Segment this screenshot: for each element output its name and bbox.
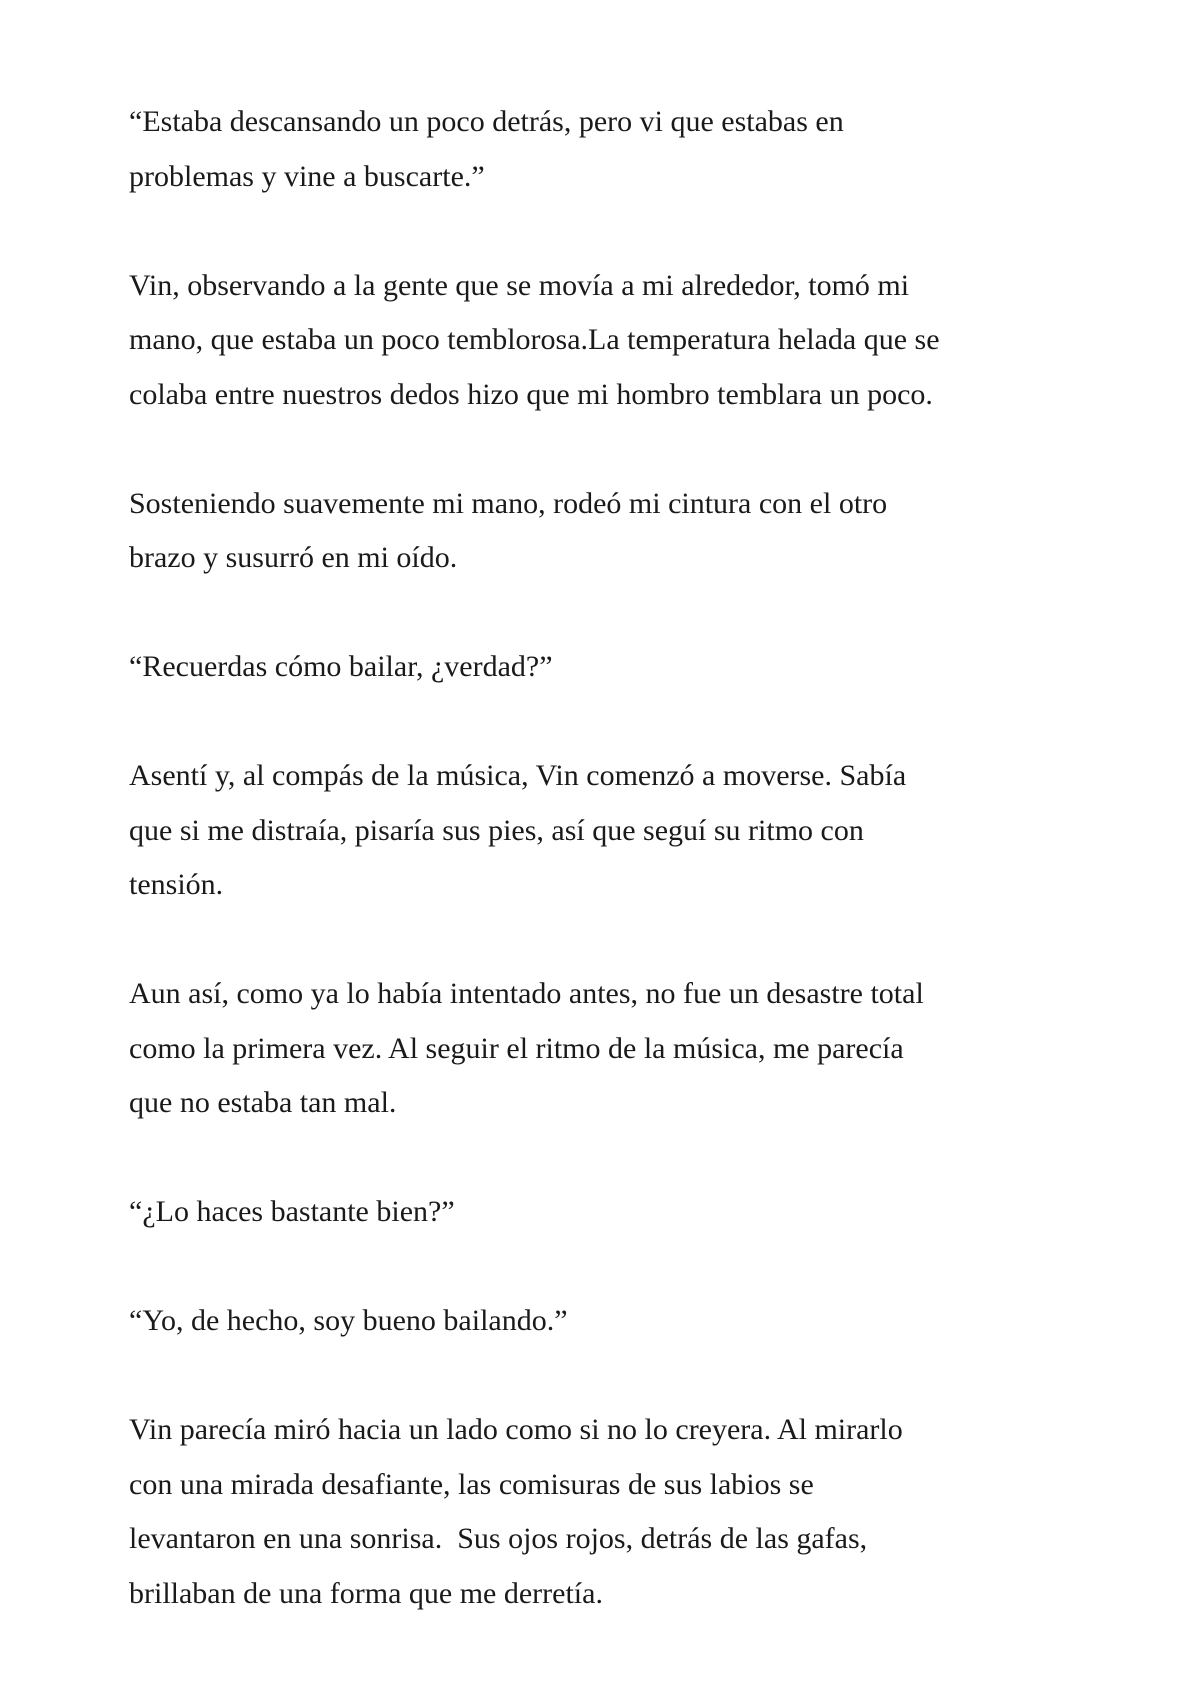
document-body <box>129 95 1129 1676</box>
paragraph <box>129 259 1129 423</box>
text-line: como la primera vez. Al seguir el ritmo de la música, me parecía <box>129 1031 904 1065</box>
text-line: problemas y vine a buscarte.” <box>129 159 485 193</box>
text-line: brillaban de una forma que me derretía. <box>129 1576 603 1610</box>
text-line: “Estaba descansando un poco detrás, pero vi que estabas en <box>129 105 844 138</box>
text-line: “Yo, de hecho, soy bueno bailando.” <box>129 1304 568 1337</box>
text-line: Vin parecía miró hacia un lado como si no lo creyera. Al mirarlo <box>129 1413 903 1446</box>
text-line: Asentí y, al compás de la música, Vin comenzó a moverse. Sabía <box>129 759 907 792</box>
text-line: “¿Lo haces bastante bien?” <box>129 1195 455 1228</box>
text-line: con una mirada desafiante, las comisuras de sus labios se <box>129 1467 814 1501</box>
text-line: Aun así, como ya lo había intentado antes, no fue un desastre total <box>129 977 924 1010</box>
paragraph <box>129 95 1129 204</box>
paragraph <box>129 1403 1129 1621</box>
text-line: mano, que estaba un poco temblorosa.La temperatura helada que se <box>129 323 940 356</box>
paragraph <box>129 477 1129 586</box>
paragraph <box>129 1294 1129 1349</box>
paragraph <box>129 967 1129 1131</box>
text-line: que no estaba tan mal. <box>129 1086 397 1119</box>
text-line: que si me distraía, pisaría sus pies, así que seguí su ritmo con <box>129 813 864 847</box>
text-line: tensión. <box>129 868 224 901</box>
text-line: Vin, observando a la gente que se movía a mi alrededor, tomó mi <box>129 268 910 302</box>
paragraph <box>129 1185 1129 1240</box>
paragraph <box>129 749 1129 913</box>
text-line: Sosteniendo suavemente mi mano, rodeó mi cintura con el otro <box>129 486 888 520</box>
text-line: brazo y susurró en mi oído. <box>129 541 458 574</box>
text-line: “Recuerdas cómo bailar, ¿verdad?” <box>129 650 553 683</box>
text-line: colaba entre nuestros dedos hizo que mi hombro temblara un poco. <box>129 377 933 411</box>
paragraph <box>129 640 1129 695</box>
text-line: levantaron en una sonrisa. Sus ojos rojos, detrás de las gafas, <box>129 1522 868 1555</box>
